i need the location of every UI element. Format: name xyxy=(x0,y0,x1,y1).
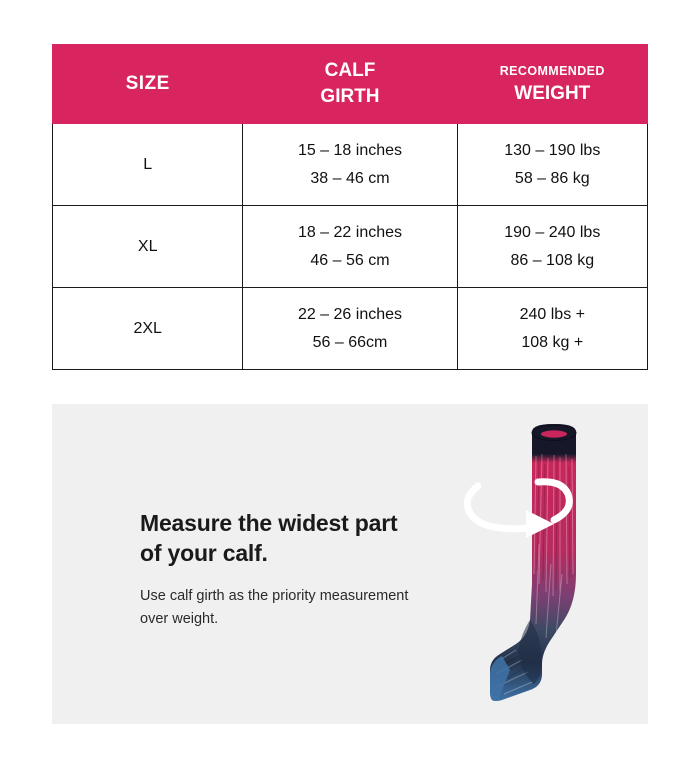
compression-sock-illustration xyxy=(442,424,622,709)
cell-calf-girth xyxy=(243,288,457,370)
table-row xyxy=(53,288,648,370)
table-row xyxy=(53,124,648,206)
column-header-calf-line2: GIRTH xyxy=(320,86,380,107)
table-header-row xyxy=(53,45,648,124)
column-header-calf-line1: CALF xyxy=(324,60,376,82)
cell-calf-inches: 18 – 22 inches xyxy=(297,223,403,241)
cell-size: XL xyxy=(53,206,243,288)
column-header-recommended-weight xyxy=(457,45,647,124)
cell-weight xyxy=(457,288,647,370)
cell-calf-girth xyxy=(243,124,457,206)
cell-weight xyxy=(457,124,647,206)
panel-subtitle: Use calf girth as the priority measurement over weight. xyxy=(140,587,409,628)
cell-calf-girth xyxy=(243,206,457,288)
measure-instruction-panel xyxy=(52,404,648,724)
cell-weight-lbs: 240 lbs + xyxy=(519,305,585,323)
size-chart-table xyxy=(52,44,648,370)
cell-calf-cm: 56 – 66cm xyxy=(312,333,388,351)
column-header-size xyxy=(53,45,243,124)
cell-size: L xyxy=(53,124,243,206)
column-header-weight-line2: WEIGHT xyxy=(514,82,591,104)
table-row xyxy=(53,206,648,288)
cell-weight-kg: 108 kg + xyxy=(521,333,584,351)
cell-weight xyxy=(457,206,647,288)
table-head xyxy=(53,45,648,124)
cell-weight-lbs: 130 – 190 lbs xyxy=(504,141,601,159)
column-header-size-label: SIZE xyxy=(125,73,170,95)
cell-calf-inches: 22 – 26 inches xyxy=(297,305,403,323)
measure-instruction-text xyxy=(140,508,410,632)
size-chart-table-wrap xyxy=(52,44,648,370)
cell-size: 2XL xyxy=(53,288,243,370)
cell-weight-kg: 58 – 86 kg xyxy=(514,169,590,187)
cell-calf-inches: 15 – 18 inches xyxy=(297,141,403,159)
panel-title: Measure the widest part of your calf. xyxy=(140,510,398,567)
sock-opening-inner xyxy=(541,430,567,437)
cell-calf-cm: 38 – 46 cm xyxy=(310,169,390,187)
cell-calf-cm: 46 – 56 cm xyxy=(310,251,390,269)
column-header-calf-girth xyxy=(243,45,457,124)
cell-weight-kg: 86 – 108 kg xyxy=(510,251,595,269)
table-body xyxy=(53,124,648,370)
cell-weight-lbs: 190 – 240 lbs xyxy=(504,223,601,241)
column-header-weight-line1: RECOMMENDED xyxy=(499,63,605,78)
